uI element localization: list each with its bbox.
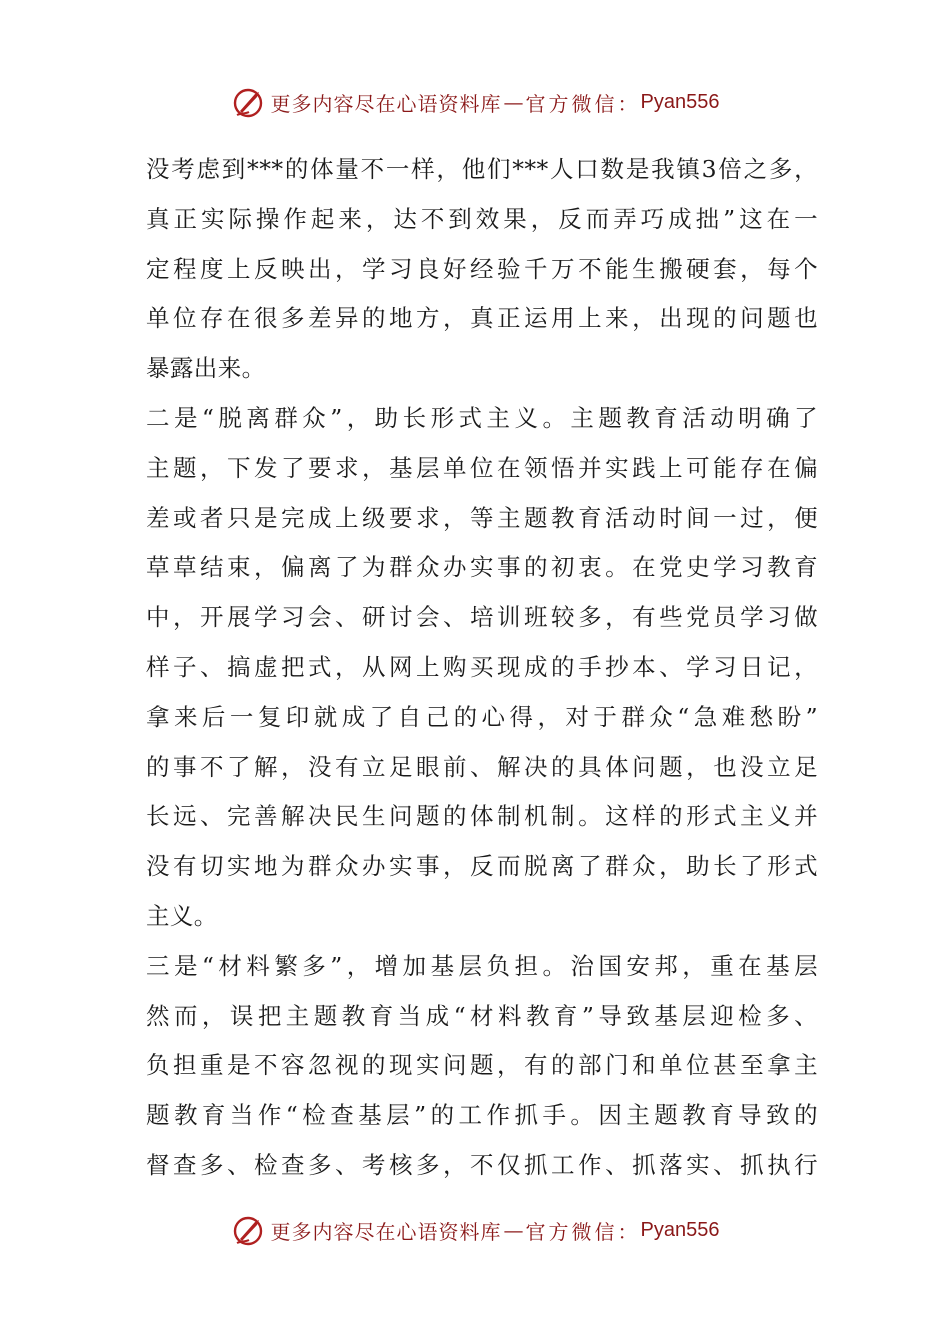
body-line: 二是“脱离群众”，助长形式主义。主题教育活动明确了 [146,403,818,432]
footer-brand: 更多内容尽在心语资料库 [270,1219,502,1244]
header-wechat-id: Pyan556 [640,90,720,113]
page-header [0,82,950,122]
body-line: 中，开展学习会、研讨会、培训班较多，有些党员学习做 [146,603,818,632]
body-line: 草草结束，偏离了为群众办实事的初衷。在党史学习教育 [146,553,818,582]
body-line: 拿来后一复印就成了自己的心得，对于群众“急难愁盼” [146,702,818,731]
body-line: 的事不了解，没有立足眼前、解决的具体问题，也没立足 [146,752,818,781]
footer-wechat-id: Pyan556 [640,1218,720,1241]
body-line: 主题，下发了要求，基层单位在领悟并实践上可能存在偏 [146,453,818,482]
pen-logo-icon [231,1212,267,1248]
header-wechat-label: 官方微信： [525,91,641,116]
body-line: 三是“材料繁多”，增加基层负担。治国安邦，重在基层 [146,951,818,980]
body-line: 主义。 [146,901,218,930]
body-line: 没考虑到***的体量不一样，他们***人口数是我镇3倍之多， [146,155,818,183]
footer-separator: — [503,1218,524,1242]
body-line: 单位存在很多差异的地方，真正运用上来，出现的问题也 [146,304,818,333]
footer-wechat-label: 官方微信： [525,1219,641,1244]
header-separator: — [503,90,524,114]
body-line: 长远、完善解决民生问题的体制机制。这样的形式主义并 [146,802,818,831]
body-line: 差或者只是完成上级要求，等主题教育活动时间一过，便 [146,503,818,532]
body-line: 定程度上反映出，学习良好经验千万不能生搬硬套，每个 [146,254,818,283]
body-line: 真正实际操作起来，达不到效果，反而弄巧成拙”这在一 [146,204,818,233]
body-line: 然而，误把主题教育当成“材料教育”导致基层迎检多、 [146,1001,818,1030]
body-line: 督查多、检查多、考核多，不仅抓工作、抓落实、抓执行 [146,1150,818,1179]
document-body [146,145,818,1191]
body-line: 没有切实地为群众办实事，反而脱离了群众，助长了形式 [146,852,818,881]
body-line: 样子、搞虚把式，从网上购买现成的手抄本、学习日记， [146,652,818,681]
header-brand: 更多内容尽在心语资料库 [270,91,502,116]
body-line: 负担重是不容忽视的现实问题，有的部门和单位甚至拿主 [146,1051,818,1080]
page-footer [0,1210,950,1250]
pen-logo-icon [231,84,267,120]
body-line: 题教育当作“检查基层”的工作抓手。因主题教育导致的 [146,1101,818,1130]
body-line: 暴露出来。 [146,354,266,383]
